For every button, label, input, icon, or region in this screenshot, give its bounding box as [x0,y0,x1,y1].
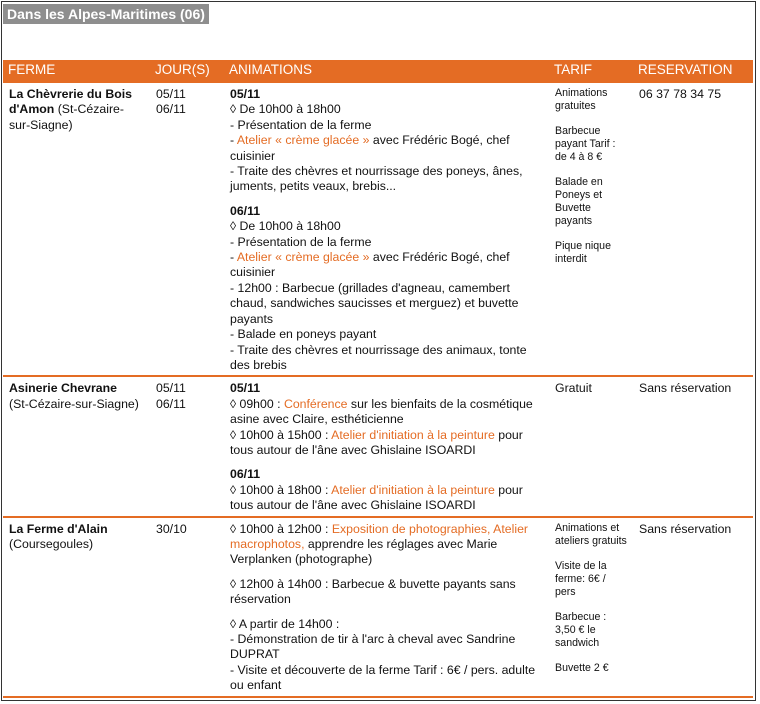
header-ferme: FERME [3,60,150,83]
days-cell [150,376,224,516]
tarif-cell: Gratuit [549,376,633,516]
tarif-item: Barbecue : 3,50 € le sandwich [555,610,607,649]
tarif-item: Visite de la ferme: 6€ / pers [555,559,607,598]
tarif-item: Buvette 2 € [555,661,609,674]
animation-line: - Présentation de la ferme [230,117,372,132]
animations-cell [224,376,549,516]
highlighted-activity: Atelier « crème glacée » [236,250,370,265]
farm-cell [3,376,150,516]
reservation-cell: 06 37 78 34 75 [633,83,753,376]
day-heading: 06/11 [230,203,261,218]
tarif-item: Animations gratuites [555,87,608,112]
header-animations: ANIMATIONS [224,60,549,83]
animation-line: - 12h00 : Barbecue (grillades d'agneau, camembert chaud, sandwiches saucisses et merguez) et buvette payants [230,280,519,326]
day-heading: 05/11 [230,87,261,101]
highlighted-activity: Conférence [283,396,348,411]
header-jours: JOUR(S) [150,60,224,83]
highlighted-activity: Atelier d'initiation à la peinture [331,427,495,442]
animation-line: ◊ 10h00 à 12h00 : Exposition de photographies, Atelier macrophotos, apprendre les réglages avec Marie Verplanken (photographe) [230,521,529,567]
day: 30/10 [156,521,187,536]
animation-line: - Atelier « crème glacée » avec Frédéric Bogé, chef cuisinier [230,250,510,280]
animations-cell [224,517,549,697]
section-title: Dans les Alpes-Maritimes (06) [3,4,209,24]
farm-name: La Ferme d'Alain [9,521,108,536]
farm-name: La Chèvrerie du Bois d'Amon [9,87,133,117]
farm-cell [3,517,150,697]
events-table [3,60,753,698]
highlighted-activity: Exposition de photographies, Atelier macrophotos, [230,521,529,551]
animation-line: - Présentation de la ferme [230,234,372,249]
header-row [3,60,753,83]
table-row [3,376,753,516]
tarif-item: Animations et ateliers gratuits [555,521,627,547]
reservation-cell: Sans réservation [633,376,753,516]
reservation-cell: Sans réservation [633,517,753,697]
day: 06/11 [156,102,186,117]
animation-line: - Visite et découverte de la ferme Tarif : 6€ / pers. adulte ou enfant [230,662,536,693]
farm-cell [3,83,150,376]
tarif-item: Barbecue payant Tarif : de 4 à 8 € [555,125,616,163]
animation-line: ◊ 09h00 : Conférence sur les bienfaits de la cosmétique asine avec Claire, esthéticienne [230,396,533,427]
farm-location: (Coursegoules) [9,536,94,551]
day: 06/11 [156,396,186,411]
animation-line: ◊ 10h00 à 15h00 : Atelier d'initiation à la peinture pour tous autour de l'âne avec Ghislaine ISOARDI [230,427,523,457]
days-cell [150,517,224,697]
day-heading: 05/11 [230,381,261,396]
table-row [3,517,753,697]
highlighted-activity: Atelier « crème glacée » [236,133,370,148]
table-row [3,83,753,376]
header-reservation: RESERVATION [633,60,753,83]
animation-line: - Balade en poneys payant [230,327,377,342]
animations-cell [224,83,549,376]
animation-line: ◊ De 10h00 à 18h00 [230,219,341,234]
farm-location: (St-Cézaire-sur-Siagne) [9,102,124,132]
tarif-item: Pique nique interdit [555,240,611,265]
animation-line: - Démonstration de tir à l'arc à cheval avec Sandrine DUPRAT [230,632,516,662]
animation-line: ◊ 12h00 à 14h00 : Barbecue & buvette payants sans réservation [230,576,516,607]
animation-line: - Atelier « crème glacée » avec Frédéric Bogé, chef cuisinier [230,133,510,163]
animation-line: - Traite des chèvres et nourrissage des poneys, ânes, juments, petits veaux, brebis... [230,164,523,194]
day: 05/11 [156,381,186,396]
animation-line: ◊ De 10h00 à 18h00 [230,102,341,117]
animation-line: ◊ A partir de 14h00 : [230,616,340,631]
farm-name: Asinerie Chevrane [9,381,117,396]
tarif-cell [549,517,633,697]
header-tarif: TARIF [549,60,633,83]
tarif-item: Balade en Poneys et Buvette payants [555,176,603,227]
farm-location: (St-Cézaire-sur-Siagne) [9,396,139,411]
animation-line: - Traite des chèvres et nourrissage des animaux, tonte des brebis [230,342,527,372]
day: 05/11 [156,87,186,101]
days-cell [150,83,224,376]
day-heading: 06/11 [230,467,261,482]
highlighted-activity: Atelier d'initiation à la peinture [331,482,495,497]
animation-line: ◊ 10h00 à 18h00 : Atelier d'initiation à la peinture pour tous autour de l'âne avec Ghislaine ISOARDI [230,482,523,513]
tarif-cell [549,83,633,376]
